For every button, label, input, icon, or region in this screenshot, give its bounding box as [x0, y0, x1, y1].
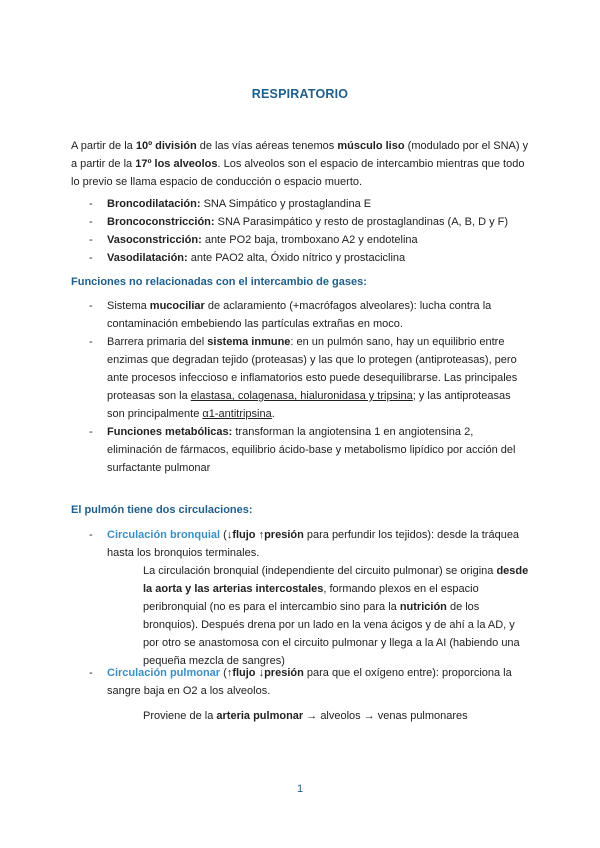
- list-item: - Sistema mucociliar de aclaramiento (+macrófagos alveolares): lucha contra la contaminación embebiendo las partículas extrañas en moco.: [89, 297, 529, 333]
- section-heading-circulations: El pulmón tiene dos circulaciones:: [71, 504, 253, 516]
- list-item: - Broncodilatación: SNA Simpático y prostaglandina E: [89, 195, 529, 213]
- page-number: 1: [296, 783, 304, 795]
- list-item: - Broncoconstricción: SNA Parasimpático y resto de prostaglandinas (A, B, D y F): [89, 213, 529, 231]
- list-item: - Circulación pulmonar (↑flujo ↓presión para que el oxígeno entre): proporciona la sangre baja en O2 a los alveolos.: [89, 664, 529, 700]
- functions-list: [89, 297, 529, 477]
- list-item: - Funciones metabólicas: transforman la angiotensina 1 en angiotensina 2, eliminación de fármacos, equilibrio ácido-base y metabolismo lipídico por acción del surfactante pulmonar: [89, 423, 529, 477]
- list-item: - Vasodilatación: ante PAO2 alta, Óxido nítrico y prostaciclina: [89, 249, 529, 267]
- circulation-pulmonary-item: [89, 664, 529, 700]
- list-item: - Vasoconstricción: ante PO2 baja, tromboxano A2 y endotelina: [89, 231, 529, 249]
- bronchial-detail: La circulación bronquial (independiente del circuito pulmonar) se origina desde la aorta y las arterias intercostales, formando plexos en el espacio peribronquial (no es para el intercambio sino para la nutrición de los bronquios). Después drena por un lado en la vena ácigos y de ahí a la AD, y por otro se anastomosa con el circuito pulmonar y llega a la AI (habiendo una pequeña mezcla de sangres): [143, 565, 529, 667]
- list-item: - Circulación bronquial (↓flujo ↑presión para perfundir los tejidos): desde la tráquea hasta los bronquios terminales.: [89, 526, 529, 562]
- pulmonary-detail: Proviene de la arteria pulmonar → alveolos → venas pulmonares: [143, 710, 468, 722]
- intro-paragraph: A partir de la 10º división de las vías aéreas tenemos músculo liso (modulado por el SNA) y a partir de la 17º los alveolos. Los alveolos son el espacio de intercambio mientras que todo lo previo se llama espacio de conducción o espacio muerto.: [71, 140, 529, 188]
- page-title: RESPIRATORIO: [251, 87, 349, 101]
- tone-list: [89, 195, 529, 267]
- list-item: - Barrera primaria del sistema inmune: en un pulmón sano, hay un equilibrio entre enzimas que degradan tejido (proteasas) y las que lo protegen (antiproteasas), pero ante procesos infeccioso e inflamatorios esto puede desequilibrarse. Las principales proteasas son la elastasa, colagenasa, hialuronidasa y tripsina; y las antiproteasas son principalmente α1-antitripsina.: [89, 333, 529, 423]
- section-heading-functions: Funciones no relacionadas con el intercambio de gases:: [71, 276, 367, 288]
- circulation-bronchial-item: [89, 526, 529, 562]
